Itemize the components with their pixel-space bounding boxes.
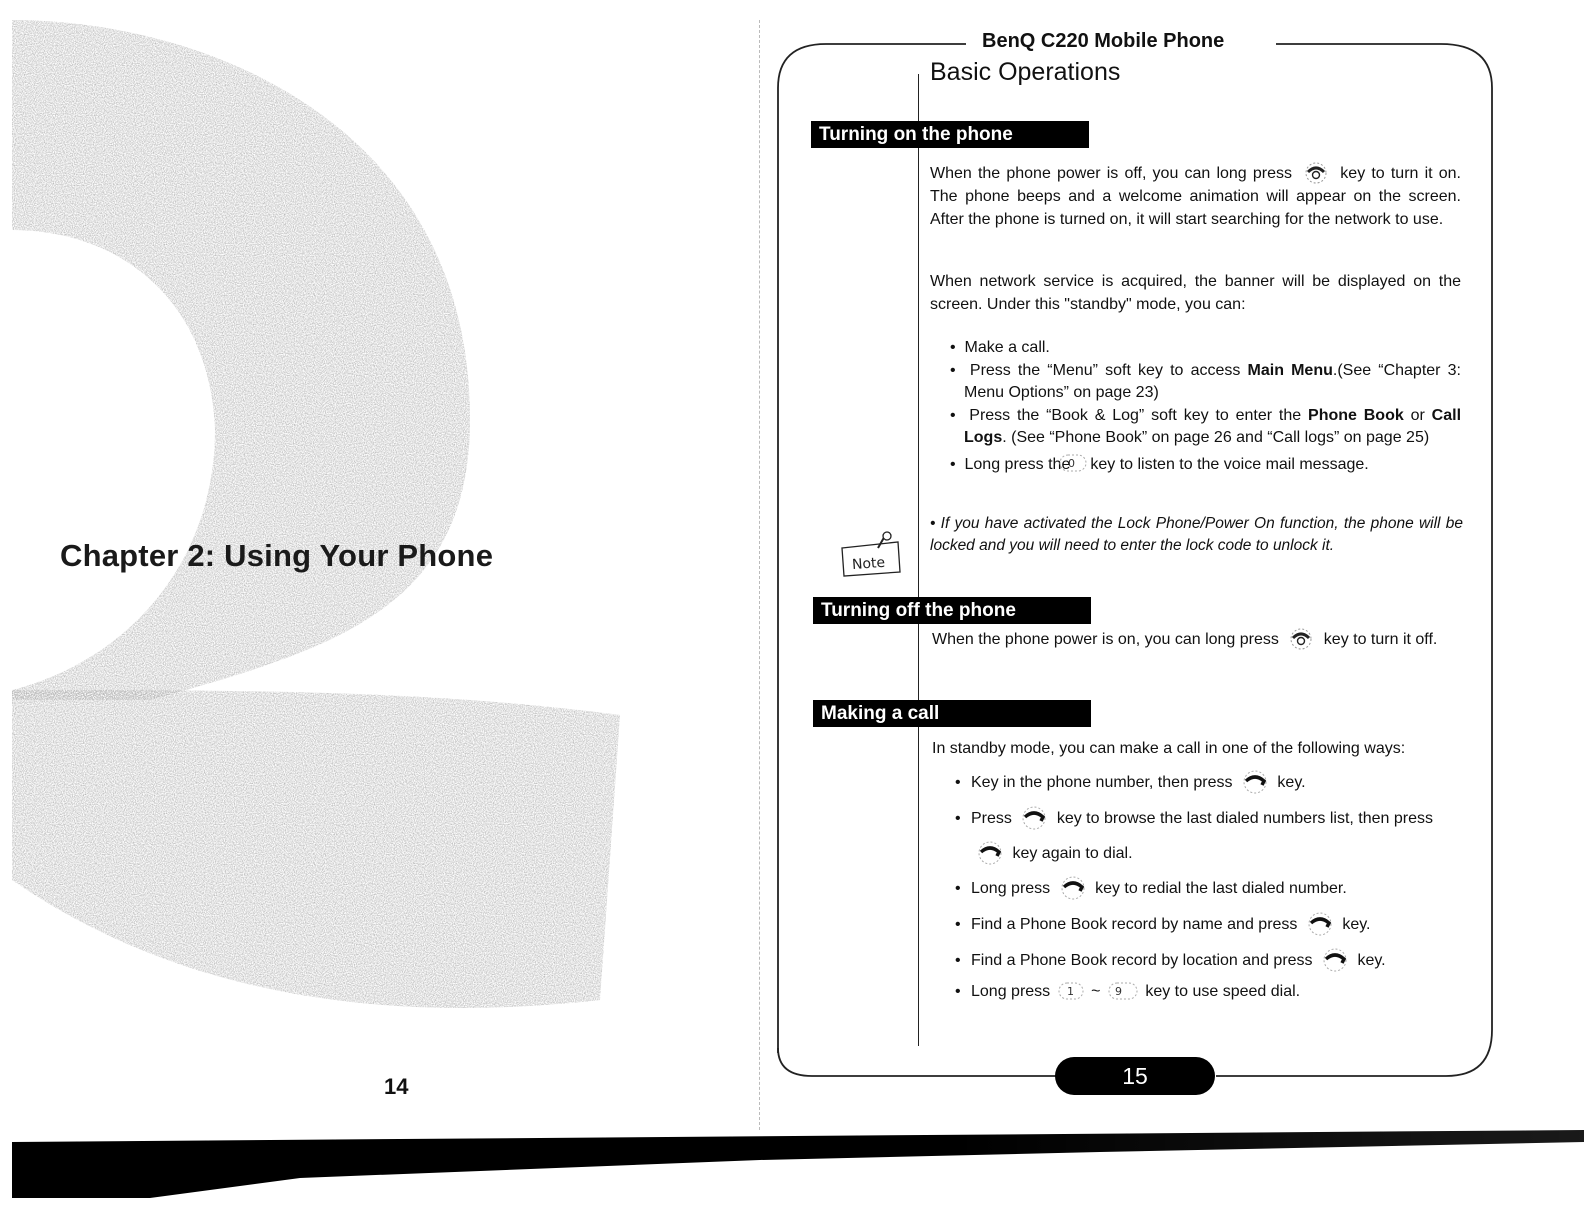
call-item-text: key again to dial. [1012,845,1133,863]
page-number-left: 14 [384,1074,409,1099]
key-digit: 1 [1066,985,1074,998]
standby-bullet-list [950,337,1461,476]
section-heading-turning-on: Turning on the phone [811,121,1089,148]
power-off-text-b: key to turn it off. [1323,631,1438,649]
page-spine-divider [759,20,760,1130]
note-pushpin-icon [838,530,904,580]
running-header: BenQ C220 Mobile Phone [968,30,1238,53]
list-item: • Find a Phone Book record by name and press key. [955,912,1370,938]
paragraph-power-on [930,162,1461,231]
paragraph-standby: When network service is acquired, the banner will be displayed on the screen. Under this "standby" mode, you can: [930,273,1461,313]
digit-9-key-icon [1108,982,1138,1002]
call-item-text: Find a Phone Book record by name and press [971,916,1298,934]
send-call-key-icon [1019,806,1049,832]
list-item [950,360,1461,405]
power-on-text-a: When the phone power is off, you can long press [930,165,1292,183]
margin-rule [918,74,919,1046]
scan-shadow-band [0,1120,1584,1210]
call-item-text: Key in the phone number, then press [971,774,1233,792]
tilde: ~ [1091,983,1101,1001]
call-item-text: Press [971,810,1012,828]
list-item [950,337,1461,360]
bullet-text: or [1410,406,1425,424]
paragraph-power-off [932,628,1464,652]
send-call-key-icon [1320,948,1350,974]
power-end-key-icon [1286,628,1316,652]
bullet-text: Long press the [964,455,1071,473]
section-heading-making-call: Making a call [813,700,1091,727]
zero-key-icon [1068,454,1087,474]
call-item-text: key. [1357,952,1386,970]
send-call-key-icon [975,841,1005,867]
list-item: • Long press 1 ~ 9 key to use speed dial. [955,983,1301,1001]
call-item-text: key to use speed dial. [1145,983,1301,1001]
power-on-text-b: key to turn it on. The phone beeps and a welcome animation will appear on the screen. After the phone is turned on, it will start searching for the network to use. [930,165,1461,228]
bullet-text: Make a call. [964,339,1050,356]
making-call-intro: In standby mode, you can make a call in one of the following ways: [932,740,1406,757]
list-item [950,454,1461,477]
bullet-bold: Call Logs [964,406,1462,446]
send-call-key-icon [1305,912,1335,938]
bullet-text: Press the “Book & Log” soft key to enter the [969,406,1302,424]
digit-1-key-icon [1058,982,1084,1002]
bullet-text: Press the “Menu” soft key to access [969,361,1241,379]
call-item-text: Long press [971,983,1051,1001]
send-call-key-icon [1058,876,1088,902]
call-item-text: key. [1277,774,1306,792]
list-item [950,405,1461,450]
note-label: Note [851,554,886,574]
call-item-text: key to browse the last dialed numbers list, then press [1056,810,1433,828]
list-item: • Press key to browse the last dialed numbers list, then press [955,806,1433,832]
list-item-continued [972,841,1133,867]
list-item: • Find a Phone Book record by location and press key. [955,948,1386,974]
call-item-text: Find a Phone Book record by location and press [971,952,1313,970]
bullet-bold: Phone Book [1308,406,1404,424]
page-title: Basic Operations [930,58,1121,86]
bullet-text: .(See “Chapter 3: Menu Options” on page 23) [964,361,1461,401]
bullet-text: . (See “Phone Book” on page 26 and “Call logs” on page 25) [1002,429,1430,446]
chapter-title: Chapter 2: Using Your Phone [60,538,494,573]
call-item-text: key. [1342,916,1371,934]
bullet-text: key to listen to the voice mail message. [1090,455,1369,473]
send-call-key-icon [1240,770,1270,796]
page-number-right: 15 [1055,1057,1215,1095]
bullet-bold: Main Menu [1247,361,1333,379]
list-item: • Key in the phone number, then press key. [955,770,1306,796]
key-digit: 9 [1114,985,1122,998]
power-off-text-a: When the phone power is on, you can long press [932,631,1279,649]
svg-text:0: 0 [1068,457,1076,471]
section-heading-turning-off: Turning off the phone [813,597,1091,624]
list-item: • Long press key to redial the last dialed number. [955,876,1347,902]
call-item-text: Long press [971,880,1051,898]
call-item-text: key to redial the last dialed number. [1095,880,1347,898]
power-end-key-icon [1301,162,1331,186]
note-text: • If you have activated the Lock Phone/Power On function, the phone will be locked and you will need to enter the lock code to unlock it. [930,515,1463,554]
